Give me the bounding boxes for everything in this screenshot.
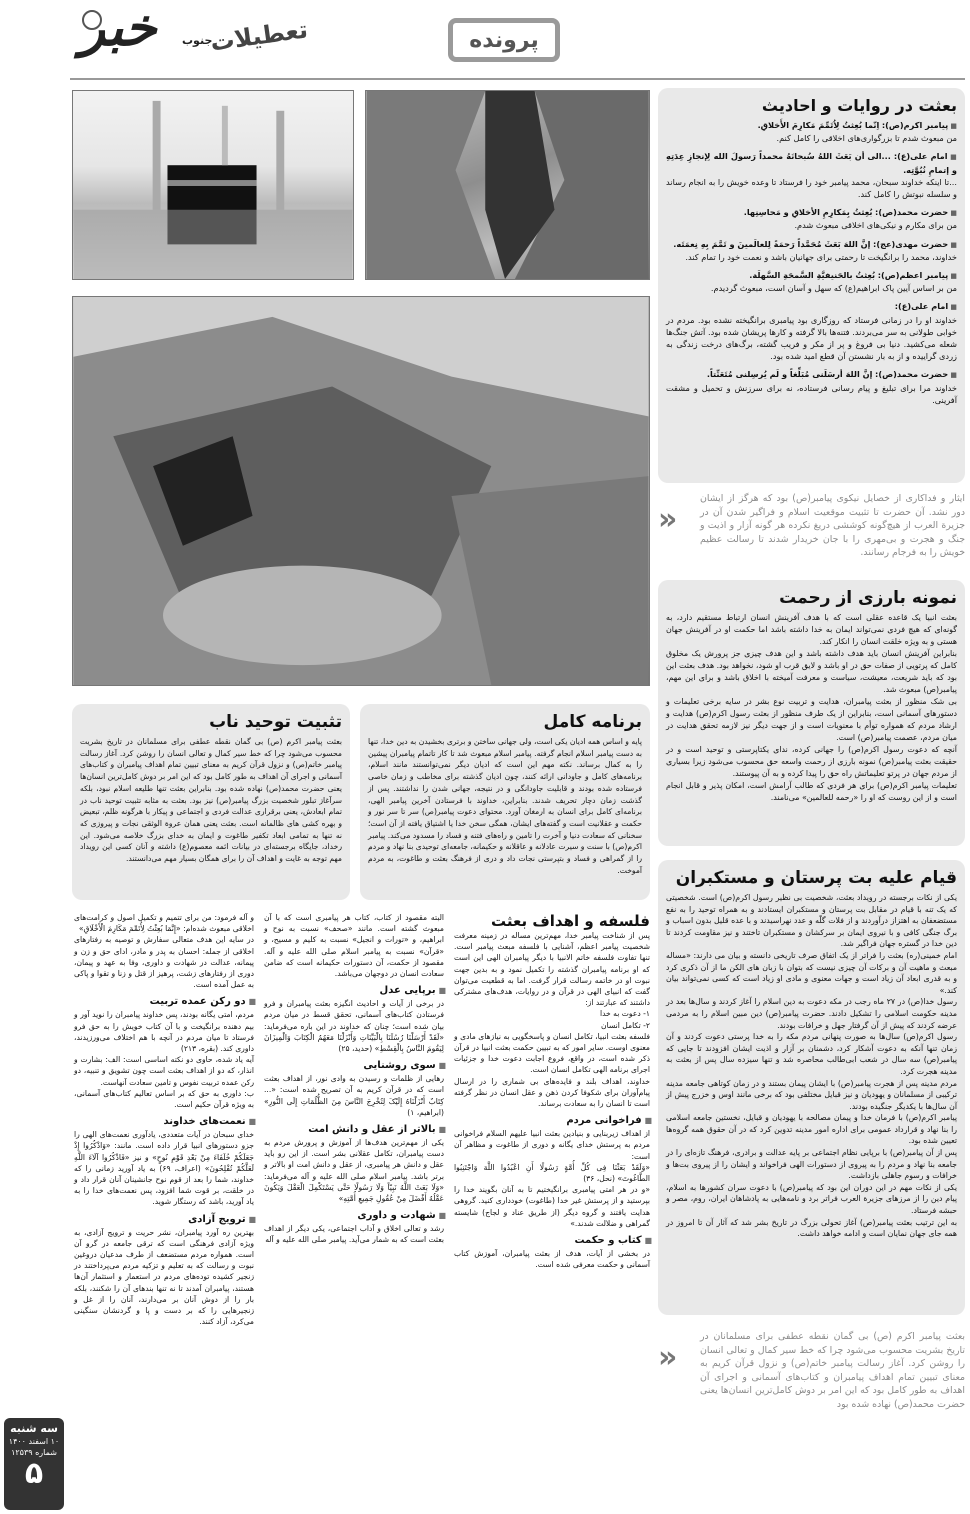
barnameh-body: پایه و اساس همه ادیان یکی است، ولی جهانی ساختن و برتری بخشیدن به دین خدا، تنها به دست پیامبر اسلام انجام گرفته. پیامبر اسلام مبعوث شد تا کار تاتمام پیامبران پیشین را به کمال برساند. نکته مهم این است که ادیان دیگر نمی‌توانستند مانند اسلام، برنامه‌های کامل و جاودانی ارائه کنند، چون ادیان گذشته برای مخاطب و زمان خاصی فرستاده شده بودند و قابلیت جاودانگی و در نتیجه، جهانی شدن را نداشتند. پس از گذشت زمان دچار تحریف شدند. بنابراین، خداوند با فرستادن آخرین پیامبر الهی، برنامه‌ای کامل برای انسان به ارمغان آورد. محتوای دعوت پیامبر(ص) سر تا سر نور و حکمت و عقلانیت است و گفته‌های ایشان، همگی سخن خدا یا اشتیاق یافته از آن است؛ سخنانی که سعادت دنیا و آخرت را تامین و راه‌های فتنه و فساد را مسدود می‌کند. پیامبر اکرم(ص) با سنت و سیرت عادلانه و عاقلانه و حکیمانه، جامعه‌ای توحیدی بنا نهاد و مردم را از گمراهی و فساد و بتپرستی نجات داد و دری از فرهنگ بعثت و طاغوت، به مردم آموخت. [365,737,643,875]
hadith-speaker: امام علی(ع): [894,301,949,312]
bullet-square-icon: ■ [948,272,957,281]
falsafeh-sub1-body: از اهداف زیربنایی و بنیادین بعثت انبیا علیهم السلام فراخوانی مردم به پرستش خدای یگانه و دوری از طاغوت و مظاهر آن است: «وَلَقَدْ بَعَثْنَا فِی کُلِّ أُمَّةٍ رَسُولًا أَنِ اعْبُدُوا اللَّهَ وَاجْتَنِبُوا الطَّاغُوتَ» (نحل، ۳۶) «و در هر امتی پیامبری برانگیختیم تا به آنان بگویند خدا را بپرستید و از پرستش غیر خدا (طاغوت) خودداری کنید. گروهی هدایت یافتند و گروه دیگر (از طریق عناد و لجاج) شایسته گمراهی و ضلالت شدند.» [454,1129,650,1228]
hadith-arabic: بُعِثتُ بالحَنیفیَّةِ السَّمحَةِ السَّهلَة. [749,270,876,281]
mid-sub4-body: رشد و تعالی اخلاق و آداب اجتماعی، یکی دیگر از اهداف بعثت است که به شمار می‌آید. پیامبر صلی الله علیه و آله [261,1224,444,1245]
mountain-illustration [73,297,649,685]
left-column [72,912,256,1417]
kaaba-photo [72,90,354,280]
hadith-speaker: پیامبر اعظم(ص): [877,270,949,281]
mid-sub3: ■ بالاتر از عقل و دانش امت [262,1124,446,1135]
hadith-item [666,269,957,294]
issue-number: شماره ۱۲۵۳۹ [11,1448,57,1457]
hadith-arabic: ...الی أن بَعَثَ اللهُ سُبحانَهُ محمداً رَسولَ الله لِإنجازِ عِدَتِهِ و إتمامِ نُبُوَّتِه. [666,151,957,175]
bullet-square-icon: ■ [948,240,957,249]
left-sub1: ■ دو رکن عمده تربیت [72,996,256,1007]
bullet-square-icon: ■ [948,209,957,218]
hadith-text: من برای مکارم و نیکی‌های اخلاقی مبعوث شدم. [794,220,957,231]
bullet-square-icon: ■ [947,153,958,162]
masthead-logo [70,0,310,74]
logo-brand: خبر [80,0,157,58]
double-chevron-icon: « [658,502,678,537]
hadith-text: من مبعوث شدم تا بزرگواری‌های اخلاقی را کامل کنم. [776,133,957,144]
rahmat-body: بعثت انبیا یک قاعده عقلی است که با هدف آفرینش انسان ارتباط مستقیم دارد، به گونه‌ای که هیچ فردی نمی‌تواند ایمان به خدا داشته باشد اما حکمت او در آفرینش جهان هستی و به ویژه خلقت انسان را انکار کند. بنابراین آفرینش انسان باید هدف داشته باشد و این هدف چیزی جز پرورش یک مخلوق کامل که پرتویی از صفات حق در او باشد و لایق قرب او شود، نخواهد بود. هدف بعثت این بود که باید شریعت، معیشت، سیاست و معرفت آمیخته با اخلاق باشد و برای این مهم، پیامبر(ص) مبعوث شد. بی شک منظور از بعثت پیامبران، هدایت و تربیت نوع بشر در سایه برخی تعلیمات و دستورهای آسمانی است، بنابراین از یک طرف منظور از بعثت رسول اکرم(ص) هدایت و ارشاد مردم که همواره توأم با معنویات است و از جهت دیگر نیز لازمه تحقق هدایت در میان مردم، عصمت پیامبر(ص) است. آنچه که دعوت رسول اکرم(ص) را جهانی کرده، ندای یکتاپرستی و توحید است و در حقیقت بعثت پیامبر(ص) نمونه بارزی از رحمت واسعه حق محسوب می‌شود زیرا بسیاری از مردم جهان در پرتو تعلیماتش راه حق را پیدا کرده و به آن پیوستند. تعلیمات پیامبر اکرم(ص) برای هر فردی که طالب آرامش است، امکان پذیر و قابل انجام است و از این روست که او را «رحمه للعالمین» می‌نامند. [666,613,957,802]
hadith-arabic: بُعِثتُ بِمَکارِمِ الأخلاقِ و مَحاسِنِها. [743,207,873,218]
bullet-square-icon: ■ [948,371,957,380]
falsafeh-title: فلسفه و اهداف بعثت [491,912,650,930]
date-day: سه شنبه [10,1422,58,1435]
tasbit-body: بعثت پیامبر اکرم (ص) بی گمان نقطه عطفی برای مسلمانان در تاریخ بشریت محسوب می‌شود چرا که خط سیر کمال و تعالی انسان را روشن کرد. آغاز رسالت پیامبر خاتم(ص) و نزول قرآن کریم به معنای تبیین تمام اهداف پیامبران و کتاب‌های آسمانی و اجرای آن اهداف به طور کامل بود که این امر بر دوش کامل‌ترین انسان‌ها یعنی حضرت محمد(ص) نهاده شده بود. بنابراین بعثت تنها طلیعه اسلام نبود، بلکه سرآغاز تبلور شخصیت بزرگ پیامبر(ص) نیز بود. بعثت به مثابه تثبیت توحید ناب در تمام ابعادش، یعنی برقراری عدالت فردی و اجتماعی و پیکار با هرگونه ظلم، تبعیض و بهره کشی های ظالمانه است. بعثت یعنی همان عروة الوثقی نجات و پیروزی که نه تنها به تمامی ابعاد تکفیر طاغوت و ایمان به خدای بزرگ خلاصه می‌شود. این رخداد، جایگاه برجسته‌ای در بیانات ائمه معصوم(ع) داشته و آنان کسی این رویداد مهم توجه به غایت و اهداف آن را برای همگان بسیار مهم می‌دانستند. [77,737,343,864]
hadith-title: بعثت در روایات و احادیث [761,96,957,115]
hadith-list [658,119,965,406]
barnameh-box [360,704,650,900]
qiyam-box [658,860,965,1315]
hadith-text: من بر اساس آیین پاک ابراهیم(ع) که سهل و آسان است، مبعوث گردیدم. [710,283,957,294]
mid-sub1-body: در برخی از آیات و احادیث انگیزه بعثت پیامبران و فرو فرستادن کتاب‌های آسمانی، تحقق قسط در میان مردم بیان شده است؛ چنان که خداوند در این باره می‌فرماید: «لَقَدْ أَرْسَلْنَا رُسُلَنَا بِالْبَیِّنَاتِ وَأَنْزَلْنَا مَعَهُمُ الْکِتَابَ وَالْمِیزَانَ لِیَقُومَ النَّاسُ بِالْقِسْطِ» (حدید، ۲۵) [261,999,445,1054]
date-box [4,1418,64,1510]
hira-mountain-photo [72,296,650,686]
quote-block-2 [658,1330,965,1440]
mid-sub2: ■ سوی روشنایی [262,1060,446,1071]
hadith-text: ...تا اینکه خداوند سبحان، محمد پیامبر خود را فرستاد تا وعده خویش را به انجام رساند و سلسله نبوتش را کامل کند. [666,176,957,200]
quote-2-text: بعثت پیامبر اکرم (ص) بی گمان نقطه عطفی برای مسلمانان در تاریخ بشریت محسوب می‌شود چرا که خط سیر کمال و تعالی انسان را روشن کرد. آغاز رسالت پیامبر خاتم(ص) و نزول قرآن کریم به معنای تبیین تمام اهداف پیامبران و کتاب‌های آسمانی و اجرای آن اهداف به طور کامل بود که این امر بر دوش کامل‌ترین انسان‌ها یعنی حضرت محمد(ص) نهاده شده بود [697,1331,966,1410]
hadith-speaker: حضرت محمد(ص): [875,207,949,218]
bullet-square-icon: ■ [948,303,957,312]
falsafeh-sub1: ■ فراخوانی مردم [452,1115,652,1126]
globe-icon [82,10,102,30]
double-chevron-icon-2: « [658,1340,678,1375]
hadith-text: خداوند او را در زمانی فرستاد که روزگاری بود پیامبری برانگیخته نشده بود. مردم در خوابی طولانی به سر می‌بردند. فتنه‌ها بالا گرفته و کارها پریشان شده بود. آتش جنگ‌ها شعله می‌کشید. دنیا بی فروغ و پر از مکر و فریب گشته، برگ‌های درخت زندگی به زردی گراییده و از به بار نشستن آن قطع امید شده بود. [666,314,957,362]
hadith-item [666,238,957,263]
tasbit-box [72,704,350,900]
left-intro: و آله فرمود: من برای تتمیم و تکمیل اصول و کرامت‌های اخلاقی مبعوث شده‌ام: «إِنَّمَا بُعِثْتُ لِأُتَمِّمَ مَکَارِمَ الْأَخْلَاقِ» در سایه این هدف متعالی سفارش و توصیه به رفتارهای اخلاقی از جمله: احسان به پدر و مادر، ادای حق و زن و پیمانه، عدالت در شهادت و داوری، وفا به عهد و پیمان، دوری از رفتارهای زشت، پرهیز از قتل و زنا و تقوا و پاکی به عمل آمده است. [74,913,254,990]
left-sub3-body: بهترین ره آورد پیامبران، نشر حریت و ترویج آزادی، به ویژه آزادی فرهنگی است که ترقی جامعه در گرو آن است. همواره مردم مستضعف از طرف مدعیان دروغین نبوت و رسالت که به تعلیم و تزکیه مردم می‌پرداختند در زنجیر کشیده توده‌های مردم در استعمار و استثمار آن‌ها هستند، پیامبران آمدند تا نه تنها بندهای آن را شکنند، بلکه بار را از دوش آنان بر می‌دارند، آنان را از غل و زنجیرهایی را که بر دست و پا و گردنشان سنگینی می‌کرد، آزاد کنند. [71,1227,254,1327]
hadith-item [666,206,957,231]
barnameh-title: برنامه کامل [543,712,642,732]
left-sub2: ■ نعمت‌های خداوند [72,1116,256,1127]
hadith-text: خداوند، محمد را برانگیخت تا رحمتی برای جهانیان باشد و نعمت خود را تمام کند. [685,251,957,262]
cave-photo [365,90,650,280]
bullet-square-icon: ■ [948,122,957,130]
cave-illustration [366,91,649,279]
hadith-speaker: امام علی(ع): [893,151,948,162]
hadith-speaker: حضرت مهدی(عج): [873,238,949,249]
hadith-item [666,150,957,200]
mid-sub4: ■ شهادت و داوری [262,1210,446,1221]
logo-edition: جنوب [182,34,213,47]
kaaba-illustration [73,91,353,279]
top-rule [70,78,965,80]
falsafeh-intro: پس از شناخت پیامبر خدا، مهم‌ترین مساله در زمینه معرفت شخصیت پیامبر اعظم، آشنایی با فلسفه مبعث پیامبر است. تنها تفاوت فلسفه خاتم الانبیا با دیگر پیامبران الهی این است که او برنامه پیامبران گذشته را تکمیل نمود و به بدین جهت نبوت او در خاتمه رسالت قرار گرفت. اما به قطعیت می‌توان گفت که انبیای الهی در قرآن و در روایات، هدف‌های مشترکی داشتند که عبارتند از: ۱- دعوت به خدا ۲- تکامل انسان فلسفه بعثت انبیا، تکامل انسان و پاسخگویی به نیازهای مادی و معنوی اوست. سایر امور که به تبیین حکمت بعثت انبیا در قرآن ذکر شده است، در واقع، فروع اجابت دعوت خدا و جزئیات اجرای برنامه الهی تکامل انسان است. خداوند، اهداف بلند و فایده‌های بی شماری را در ارسال پیام‌آوران برای شکوفا کردن ذهن و عقل انسان در نظر گرفته است تا انسان را به سعادت برساند. [454,931,650,1109]
quote-1-text: ایثار و فداکاری از خصایل نیکوی پیامبر(ص) بود که هرگز از ایشان دور نشد. آن حضرت تا تثبیت موقعیت اسلام و فراگیر شدن آن در جزیرة العرب از هیچ‌گونه کوششی دریغ نکرده هر گونه آزار و اذیت و جنگ و هجرت و بی‌مهری را با جان خریدار شدند تا رسالت عظیم خویش را به فرجام رسانند. [697,493,966,559]
rahmat-box [658,580,965,846]
tasbit-title: تثبیت توحید ناب [209,712,342,732]
section-banner [448,18,560,62]
mid-sub3-body: یکی از مهم‌ترین هدف‌ها از آموزش و پرورش مردم به دست پیامبران، تکامل عقلانی بشر است. از این رو باید عقل و دانش هر پیامبری، از عقل و دانش امت او بالاتر و برتر باشد. پیامبر اسلام صلی الله علیه و آله می‌فرماید: «وَلَا بَعَثَ اللَّهُ نَبِیّاً وَلَا رَسُولًا حَتَّى یَسْتَکْمِلَ الْعَقْلَ وَیَکُونَ عَقْلُهُ أَفْضَلَ مِنْ عُقُولِ جَمِیعِ أُمَّتِهِ» [261,1138,444,1204]
hadith-arabic: إنَّ اللهَ بَعَثَ مُحَمَّداً رَحمَةً لِلعالَمینَ و تَمَّمَ بِهِ نِعمَتَه. [673,238,871,249]
rahmat-title: نمونه بارزی از رحمت [779,588,957,608]
qiyam-body: یکی از نکات برجسته در رویداد بعثت، شخصیت بی نظیر رسول اکرم(ص) است. شخصیتی که یک تنه با قیام در مقابل بت پرستان و مستکبران ایستادند و به همراه توحید را به نفع مستضعفان به اهتزاز درآوردند و از فلات گلّه و عدد نهراسیدند و با عده قلیل بدون اسباب و برگ جنگی کافی و با نیروی ایمان بر سرکشان و مستکبران تاختند و نیز مقاومت کردند تا دین خدا در گستره جهان فراگیر شد. امام خمینی(ره) بعثت را فراتر از یک اتفاق صرف تاریخی دانسته و بیان می دارند: «مساله مبعث و ماهیت آن و برکات آن چیزی نیست که بتوان با زبان های الکن ما از آن ذکری کرد و به قدری ابعاد آن زیاد است و جهات معنوی و مادی او زیاد است که کسی نمی‌تواند بیان کند.» رسول خدا(ص) در ۲۷ ماه رجب در مکه دعوت به دین اسلام را آغاز کردند و سال‌ها بعد در مدینه حکومت اسلامی را تشکیل دادند. حضرت پیامبر(ص) دین مبین اسلام را به مردمی عرضه کردند که پیش از آن گرفتار جهل و خرافات بودند. رسول اکرم(ص) سال‌ها به صورت پنهانی مردم مکه را به خدا پرستی دعوت کردند و آن زمان تنها آنکه به دعوت آشکار کرد، دشمنان بر آزار و اذیت ایشان افزودند تا جایی که پیامبر(ص) سه سال در شعب ابی‌طالب محاصره شد و تنها سیزده سال پس از بعثت به مدینه هجرت کرد. مردم مدینه پس از هجرت پیامبر(ص) با ایشان پیمان بستند و در زمان کوتاهی جامعه مدینه ترکیبی از مسلمانان و یهودیان و نیز قبایل مختلفی بود که برخی مانند اوس و خزرج پیش از آن سال‌ها با یکدیگر جنگیده بودند. پیامبر اکرم(ص) با فرمان خدا و پیمان مصالحه با یهودیان و قبایل، نخستین جامعه اسلامی را بنا نهاد و قرارداد عمومی برای اداره امور مدینه تدوین کرد که در آن حقوق همه گروه‌ها تعیین شده بود. پس از آن پیامبر(ص) با برپایی نظام اجتماعی بر پایه عدالت و برادری، فرهنگ تازه‌ای را در جامعه بنا نهاد و مردم را به پیروی از دستورات الهی فراخواند و ایشان را از پیروی بت‌ها و خرافات و رسوم جاهلی بازداشت. یکی از نکات مهم در این دوران این بود که پیامبر(ص) با دعوت سران کشورها به اسلام، پیام دین را از مرزهای جزیرة العرب فراتر برد و نامه‌هایی به پادشاهان ایران، روم، مصر و حبشه فرستاد. به این ترتیب بعثت پیامبر(ص) آغاز تحولی بزرگ در تاریخ بشر شد که آثار آن تا امروز در همه جای جهان نمایان است و ادامه خواهد داشت. [666,893,957,1239]
qiyam-title: قیام علیه بت پرستان و مستکبران [675,868,957,888]
hadith-speaker: پیامبر اکرم(ص): [881,120,949,130]
falsafeh-column [452,912,652,1507]
hadith-arabic: اِنّما بُعِثتُ لِاُتَمِّمَ مَکارِمَ الأَخلاقِ. [757,120,880,130]
hadith-arabic: إنَّ اللهَ أرسَلَنی مُبَلِّغاً و لَم یُرسِلنی مُتَعَنِّتاً. [706,369,873,380]
falsafeh-sub2: ■ کتاب و حکمت [452,1235,652,1246]
date-full: ۱۰ اسفند ۱۴۰۰ [8,1437,60,1446]
hadith-box [658,88,965,483]
hadith-item [666,368,957,406]
left-sub1-body: مردم، امتی یگانه بودند، پس خداوند پیامبران را نوید آور و بیم دهنده برانگیخت و با آن کتاب خویش را به حق فرو فرستاد تا میان مردم در آنچه با هم اختلاف می‌ورزیدند، داوری کند. (بقره، ۲۱۳) آیه یاد شده، حاوی دو نکته اساسی است: الف: بشارت و انذار، که دو از اهداف بعثت است چون تشویق و تنبیه، دو رکن عمده تربیت نفوس و تامین سعادت آنهاست. ب: داوری به حق که بر اساس تعالیم کتاب‌های آسمانی، به ویژه قرآن حکیم است. [74,1010,255,1110]
mid-column [262,912,446,1507]
mid-sub2-body: رهایی از ظلمات و رسیدن به وادی نور، از اهداف بعثت است که در قرآن کریم به آن تصریح شده است: «... کِتَابٌ أَنْزَلْنَاهُ إِلَیْکَ لِتُخْرِجَ النَّاسَ مِنَ الظُّلُمَاتِ إِلَى النُّورِ» (ابراهیم، ۱) [261,1074,444,1117]
mid-sub1: ■ برپایی عدل [262,985,446,996]
page-number: ۵ [24,1456,44,1491]
falsafeh-sub2-body: در بخشی از آیات، هدف از بعثت پیامبران، آموزش کتاب آسمانی و حکمت معرفی شده است. [451,1249,650,1270]
hadith-item [666,119,957,144]
mid-intro: البته مقصود از کتاب، کتاب هر پیامبری است که با آن مبعوث گشته است. مانند «صحف» نسبت به نوح و ابراهیم، و «تورات و انجیل» نسبت به کلیم و مسیح، و «قرآن» نسبت به پیامبر اسلام صلی الله علیه و آله. مقصود از حکمت، آن دستورات حکیمانه است که ضامن سعادت انسان در دوجهان می‌باشد. [261,913,444,979]
hadith-text: خداوند مرا برای تبلیغ و پیام رسانی فرستاده، نه برای سرزنش و تحمیل و مشقت آفرینی. [666,382,957,405]
left-sub3: ■ ترویج آزادی [72,1214,256,1225]
section-title: پرونده [469,27,539,53]
left-sub2-body: خدای سبحان در آیات متعددی، یادآوری نعمت‌های الهی را جزو دستورهای انبیا قرار داده است. مانند: «وَاذْکُرُوا إِذْ جَعَلَکُمْ خُلَفَاءَ مِنْ بَعْدِ قَوْمِ نُوحٍ» و نیز «فَاذْکُرُوا آلَاءَ اللَّهِ لَعَلَّکُمْ تُفْلِحُونَ» (اعراف، ۶۹) به یاد آورید زمانی را که خداوند، شما را بعد از قوم نوح جانشینان آنان قرار داد و در خلقت، بر قوت شما افزود، پس نعمت‌های خدا را به یاد آورید، باشد که رستگار شوید. [71,1130,254,1207]
quote-block-1 [658,492,965,570]
hadith-item [666,300,957,362]
logo-subtitle: تعطیلات [208,15,310,57]
hadith-speaker: حضرت محمد(ص): [875,369,949,380]
